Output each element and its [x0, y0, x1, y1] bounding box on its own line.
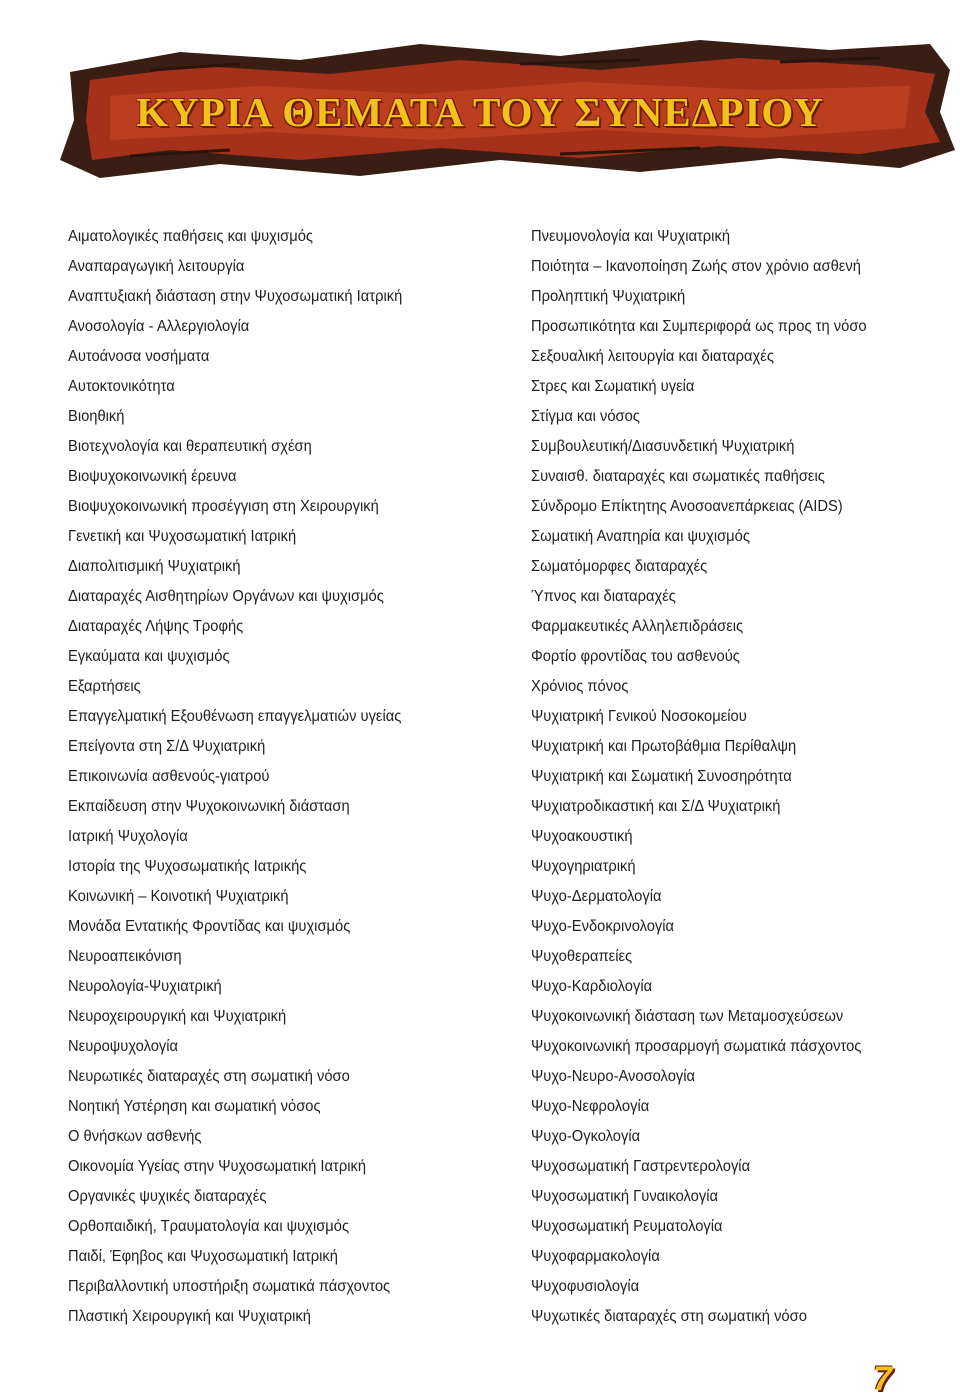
- topic-item: Στρες και Σωματική υγεία: [531, 378, 695, 395]
- topic-item: Βιοψυχοκοινωνική προσέγγιση στη Χειρουργική: [68, 498, 379, 515]
- topic-item: Ψυχο-Καρδιολογία: [531, 978, 653, 995]
- topic-item: Ψυχοφυσιολογία: [531, 1278, 640, 1295]
- topic-item: Βιοτεχνολογία και θεραπευτική σχέση: [68, 438, 312, 455]
- topic-item: Νευροχειρουργική και Ψυχιατρική: [68, 1008, 287, 1025]
- page-title: ΚΥΡΙΑ ΘΕΜΑΤΑ ΤΟΥ ΣΥΝΕΔΡΙΟΥ: [136, 89, 824, 135]
- topic-item: Νευρολογία-Ψυχιατρική: [68, 978, 222, 995]
- topic-item: Ψυχοσωματική Γαστρεντερολογία: [531, 1158, 751, 1175]
- topic-item: Κοινωνική – Κοινοτική Ψυχιατρική: [68, 888, 289, 905]
- header-banner: [0, 0, 960, 190]
- topic-item: Ψυχοακουστική: [531, 828, 633, 845]
- topic-item: Επαγγελματική Εξουθένωση επαγγελματιών υγείας: [68, 708, 402, 725]
- topic-item: Ψυχο-Ενδοκρινολογία: [531, 918, 675, 935]
- topic-item: Νοητική Υστέρηση και σωματική νόσος: [68, 1098, 321, 1115]
- topic-item: Ανοσολογία - Αλλεργιολογία: [68, 318, 250, 335]
- topic-item: Βιοψυχοκοινωνική έρευνα: [68, 468, 237, 485]
- topic-item: Ποιότητα – Ικανοποίηση Ζωής στον χρόνιο ασθενή: [531, 258, 861, 275]
- topic-item: Ψυχο-Ογκολογία: [531, 1128, 641, 1145]
- topic-item: Ορθοπαιδική, Τραυματολογία και ψυχισμός: [68, 1218, 350, 1235]
- topic-item: Ψυχιατρική και Πρωτοβάθμια Περίθαλψη: [531, 738, 797, 755]
- topic-item: Ύπνος και διαταραχές: [531, 588, 676, 605]
- topic-item: Εγκαύματα και ψυχισμός: [68, 648, 230, 665]
- topic-item: Αναπτυξιακή διάσταση στην Ψυχοσωματική Ιατρική: [68, 288, 403, 305]
- topic-item: Αιματολογικές παθήσεις και ψυχισμός: [68, 228, 314, 245]
- topic-item: Ψυχοκοινωνική διάσταση των Μεταμοσχεύσεων: [531, 1008, 844, 1025]
- topic-item: Περιβαλλοντική υποστήριξη σωματικά πάσχοντος: [68, 1278, 391, 1295]
- topic-item: Βιοηθική: [68, 408, 125, 425]
- topic-item: Ψυχιατρική και Σωματική Συνοσηρότητα: [531, 768, 792, 785]
- topic-item: Σωματική Αναπηρία και ψυχισμός: [531, 528, 750, 545]
- topic-item: Ψυχο-Νεφρολογία: [531, 1098, 650, 1115]
- topic-item: Συναισθ. διαταραχές και σωματικές παθήσεις: [531, 468, 825, 485]
- topic-item: Φαρμακευτικές Αλληλεπιδράσεις: [531, 618, 744, 635]
- topic-item: Στίγμα και νόσος: [531, 408, 640, 425]
- topic-item: Γενετική και Ψυχοσωματική Ιατρική: [68, 528, 297, 545]
- topic-item: Συμβουλευτική/Διασυνδετική Ψυχιατρική: [531, 438, 795, 455]
- topic-item: Ψυχοθεραπείες: [531, 948, 633, 965]
- topic-item: Προσωπικότητα και Συμπεριφορά ως προς τη νόσο: [531, 318, 867, 335]
- topic-item: Πνευμονολογία και Ψυχιατρική: [531, 228, 731, 245]
- topic-item: Προληπτική Ψυχιατρική: [531, 288, 686, 305]
- topic-item: Ψυχοκοινωνική προσαρμογή σωματικά πάσχοντος: [531, 1038, 862, 1055]
- topic-item: Ψυχοσωματική Γυναικολογία: [531, 1188, 719, 1205]
- topic-item: Μονάδα Εντατικής Φροντίδας και ψυχισμός: [68, 918, 351, 935]
- topics-list-right: [531, 222, 951, 1332]
- topic-item: Χρόνιος πόνος: [531, 678, 629, 695]
- topic-item: Παιδί, Έφηβος και Ψυχοσωματική Ιατρική: [68, 1248, 338, 1265]
- topic-item: Σεξουαλική λειτουργία και διαταραχές: [531, 348, 774, 365]
- topic-item: Εξαρτήσεις: [68, 678, 141, 695]
- topic-item: Σύνδρομο Επίκτητης Ανοσοανεπάρκειας (AIDS): [531, 498, 843, 515]
- topic-item: Αυτοάνοσα νοσήματα: [68, 348, 210, 365]
- topic-item: Ο θνήσκων ασθενής: [68, 1128, 202, 1145]
- topic-item: Οικονομία Υγείας στην Ψυχοσωματική Ιατρική: [68, 1158, 367, 1175]
- topic-item: Αναπαραγωγική λειτουργία: [68, 258, 245, 275]
- topic-item: Εκπαίδευση στην Ψυχοκοινωνική διάσταση: [68, 798, 350, 815]
- topic-item: Επείγοντα στη Σ/Δ Ψυχιατρική: [68, 738, 266, 755]
- topic-item: Ψυχοφαρμακολογία: [531, 1248, 660, 1265]
- topics-list-left: [68, 222, 498, 1332]
- topic-item: Διαταραχές Λήψης Τροφής: [68, 618, 244, 635]
- topic-item: Οργανικές ψυχικές διαταραχές: [68, 1188, 267, 1205]
- topic-item: Ψυχο-Νευρο-Ανοσολογία: [531, 1068, 696, 1085]
- topic-item: Ψυχωτικές διαταραχές στη σωματική νόσο: [531, 1308, 807, 1325]
- topic-item: Ψυχο-Δερματολογία: [531, 888, 662, 905]
- topic-item: Ψυχοσωματική Ρευματολογία: [531, 1218, 723, 1235]
- topic-item: Επικοινωνία ασθενούς-γιατρού: [68, 768, 270, 785]
- topic-item: Ιατρική Ψυχολογία: [68, 828, 188, 845]
- topic-item: Πλαστική Χειρουργική και Ψυχιατρική: [68, 1308, 311, 1325]
- page-number: 7: [873, 1360, 892, 1398]
- topic-item: Νευροαπεικόνιση: [68, 948, 182, 965]
- topic-item: Ιστορία της Ψυχοσωματικής Ιατρικής: [68, 858, 307, 875]
- topic-item: Διαπολιτισμική Ψυχιατρική: [68, 558, 241, 575]
- topic-item: Νευρωτικές διαταραχές στη σωματική νόσο: [68, 1068, 350, 1085]
- topic-item: Ψυχιατρική Γενικού Νοσοκομείου: [531, 708, 747, 725]
- topic-item: Ψυχογηριατρική: [531, 858, 636, 875]
- topic-item: Αυτοκτονικότητα: [68, 378, 175, 395]
- topic-item: Διαταραχές Αισθητηρίων Οργάνων και ψυχισμός: [68, 588, 384, 605]
- topic-item: Φορτίο φροντίδας του ασθενούς: [531, 648, 740, 665]
- topic-item: Ψυχιατροδικαστική και Σ/Δ Ψυχιατρική: [531, 798, 781, 815]
- topic-item: Σωματόμορφες διαταραχές: [531, 558, 708, 575]
- topic-item: Νευροψυχολογία: [68, 1038, 179, 1055]
